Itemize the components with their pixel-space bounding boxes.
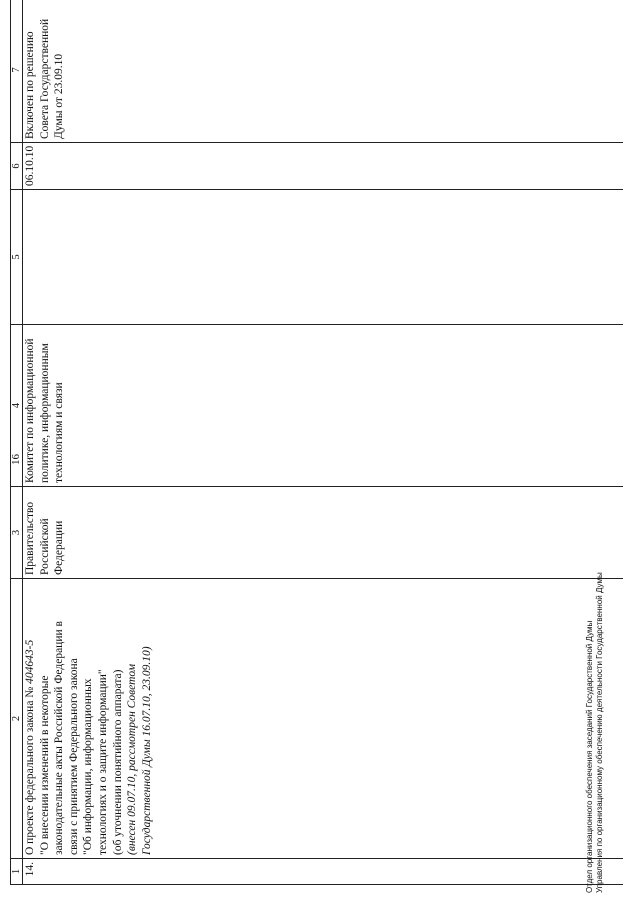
footer xyxy=(585,572,605,893)
desc-line: законодательные акты Российской Федерации в xyxy=(53,621,66,855)
bill-number: 404643-5 xyxy=(24,639,36,684)
table-row xyxy=(23,0,623,885)
col5-cell xyxy=(23,190,623,325)
note-line: (внесен 09.07.10, рассмотрен Советом xyxy=(126,663,139,855)
desc-line: (об уточнении понятийного аппарата) xyxy=(111,669,124,855)
desc-line: связи с принятием Федерального закона xyxy=(67,658,80,855)
desc-line: "О внесении изменений в некоторые xyxy=(38,675,51,855)
col-header-1: 1 xyxy=(11,859,23,885)
committee: Комитет по информационной политике, информационным технологиям и связи xyxy=(23,325,623,487)
bill-title: О проекте федерального закона № 404643-5 xyxy=(24,639,36,855)
note-line: Государственной Думы 16.07.10, 23.09.10) xyxy=(140,646,153,855)
bills-table xyxy=(10,0,623,885)
desc-line: технологиях и о защите информации" xyxy=(96,669,109,855)
col-header-5: 5 xyxy=(11,190,23,325)
col-header-6: 6 xyxy=(11,143,23,190)
col-header-3: 3 xyxy=(11,487,23,579)
initiator: Правительство Российской Федерации xyxy=(23,487,623,579)
page-number: 16 xyxy=(10,454,22,465)
header-row xyxy=(11,0,23,885)
col-header-7: 7 xyxy=(11,0,23,143)
decision-cell: Включен по решению Совета Государственной Думы от 23.09.10 xyxy=(23,0,623,143)
footer-line-2: Управления по организационному обеспечению деятельности Государственной Думы xyxy=(595,572,604,893)
row-number: 14. xyxy=(23,859,623,885)
col-header-4: 4 xyxy=(11,325,23,487)
col-header-2: 2 xyxy=(11,579,23,859)
footer-line-1: Отдел организационного обеспечения заседаний Государственной Думы xyxy=(585,620,594,893)
bill-description xyxy=(23,579,623,859)
desc-line: "Об информации, информационных xyxy=(82,678,95,855)
date-cell: 06.10.10 xyxy=(23,143,623,190)
